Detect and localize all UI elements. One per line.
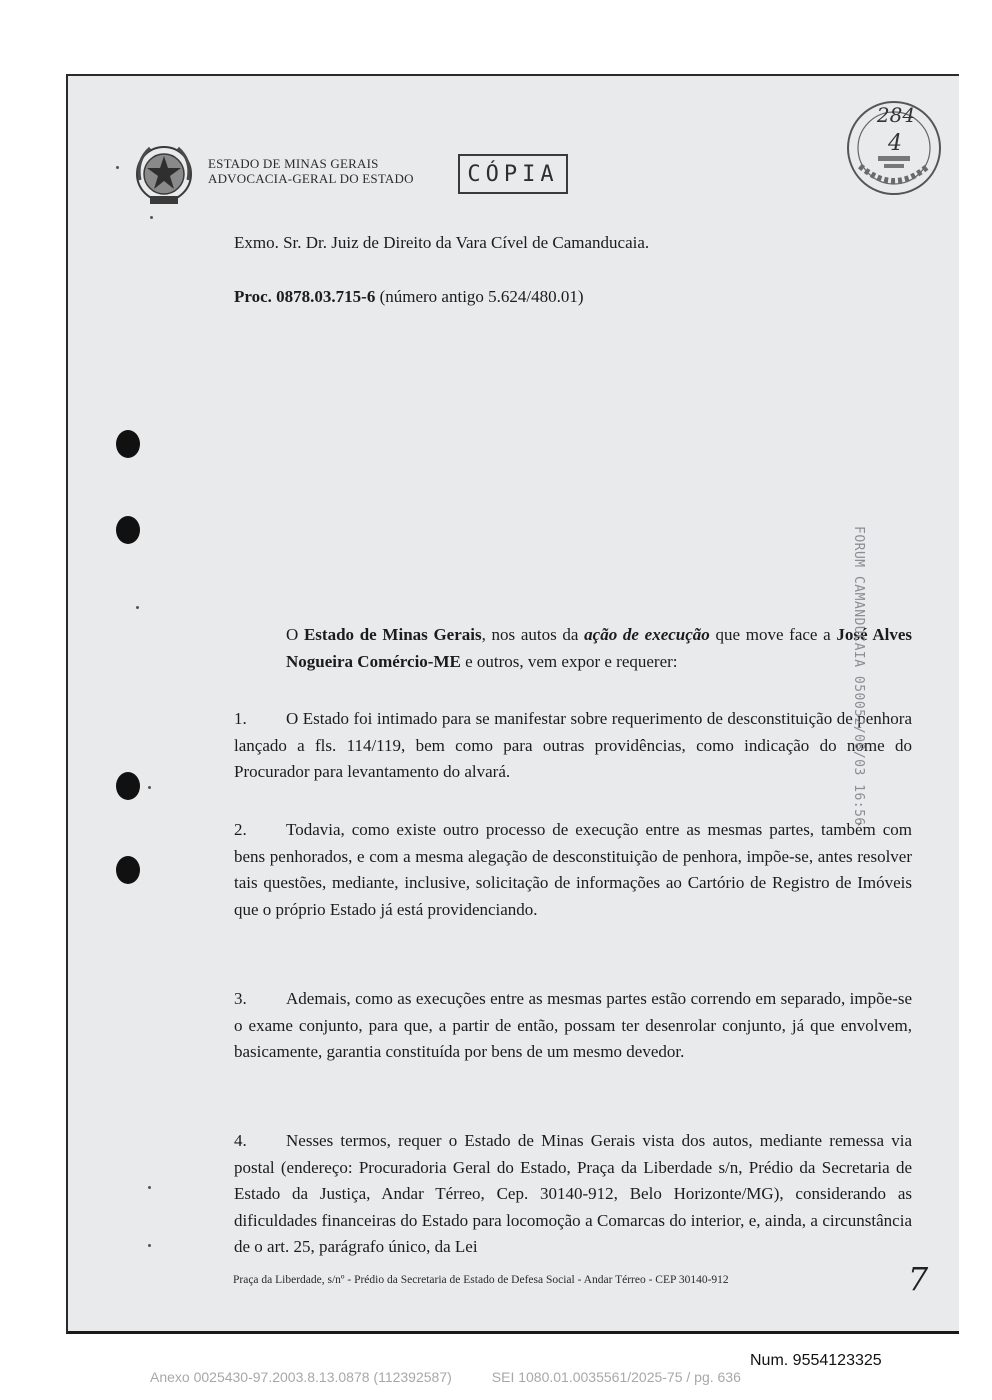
letterhead-state: ESTADO DE MINAS GERAIS xyxy=(208,156,379,171)
state-crest-icon xyxy=(132,140,196,210)
forum-receipt-stamp: FORUM CAMANDUCAIA 050052/08/03 16:56 xyxy=(851,526,866,826)
scan-speck xyxy=(148,1186,151,1189)
document-number: Num. 9554123325 xyxy=(750,1352,882,1369)
item-number: 4. xyxy=(234,1131,247,1150)
intro-defendant: José Alves Nogueira Comércio-ME xyxy=(286,625,912,671)
document-page xyxy=(66,74,959,1334)
process-number: Proc. 0878.03.715-6 xyxy=(234,287,376,306)
scan-speck xyxy=(136,606,139,609)
intro-text: O xyxy=(286,625,304,644)
svg-text:4: 4 xyxy=(888,131,902,156)
letterhead-agency: ADVOCACIA-GERAL DO ESTADO xyxy=(208,171,414,186)
intro-text: e outros, vem expor e requerer: xyxy=(460,651,678,671)
item-2 xyxy=(234,817,912,923)
scan-speck xyxy=(116,166,119,169)
punch-hole xyxy=(116,516,140,544)
handwritten-initial-icon xyxy=(900,1258,936,1302)
intro-text: que move face a xyxy=(709,625,837,644)
intro-text: , nos autos da xyxy=(481,625,585,644)
sei-reference: SEI 1080.01.0035561/2025-75 / pg. 636 xyxy=(491,1369,741,1385)
item-text: O Estado foi intimado para se manifestar sobre requerimento de desconstituição de penhora lançado a fls. 114/119, bem como para outras providências, como indicação do nome do Procurador para levantamento do alvará. xyxy=(234,709,912,781)
scan-speck xyxy=(150,216,153,219)
footer-address: Praça da Liberdade, s/nº - Prédio da Secretaria de Estado de Defesa Social - Andar Térreo - CEP 30140-912 xyxy=(233,1274,729,1286)
intro-action: ação de execução xyxy=(584,625,710,644)
item-text: Todavia, como existe outro processo de execução entre as mesmas partes, também com bens penhorados, e com a mesma alegação de desconstituição de penhora, impõe-se, antes resolver tais questões, mediante, inclusive, solicitação de informações ao Cartório de Registro de Imóveis que o próprio Estado já está providenciando. xyxy=(234,820,912,919)
item-text: Nesses termos, requer o Estado de Minas Gerais vista dos autos, mediante remessa via postal (endereço: Procuradoria Geral do Estado, Praça da Liberdade s/n, Prédio da Secretaria de Estado da Justiça, Andar Térreo, Cep. 30140-912, Belo Horizonte/MG), considerando as dificuldades financeiras do Estado para locomoção a Comarcas do interior, e, ainda, a circunstância de o art. 25, parágrafo único, da Lei xyxy=(234,1131,912,1256)
process-old-number: (número antigo 5.624/480.01) xyxy=(379,287,584,306)
punch-hole xyxy=(116,430,140,458)
letterhead xyxy=(208,156,414,186)
punch-hole xyxy=(116,856,140,884)
process-reference xyxy=(234,286,584,307)
copy-stamp: CÓPIA xyxy=(458,154,568,194)
scan-speck xyxy=(148,786,151,789)
item-text: Ademais, como as execuções entre as mesmas partes estão correndo em separado, impõe-se o exame conjunto, para que, a partir de então, possam ter desenrolar conjunto, já que envolvem, basicamente, garantia constituída por bens de um mesmo devedor. xyxy=(234,989,912,1061)
item-4 xyxy=(234,1128,912,1261)
addressee: Exmo. Sr. Dr. Juiz de Direito da Vara Cível de Camanducaia. xyxy=(234,233,650,252)
page-initial: 7 xyxy=(907,1260,929,1298)
annex-reference: Anexo 0025430-97.2003.8.13.0878 (112392587) xyxy=(150,1369,452,1385)
svg-text:284: 284 xyxy=(876,103,916,127)
item-number: 2. xyxy=(234,820,247,839)
item-number: 1. xyxy=(234,709,247,728)
punch-hole xyxy=(116,772,140,800)
forum-seal-icon xyxy=(838,92,948,202)
item-1 xyxy=(234,706,912,786)
intro-entity: Estado de Minas Gerais xyxy=(303,625,482,644)
item-number: 3. xyxy=(234,989,247,1008)
annex-footer xyxy=(150,1369,741,1385)
intro-paragraph xyxy=(234,622,912,675)
item-3 xyxy=(234,986,912,1066)
scan-speck xyxy=(148,1244,151,1247)
